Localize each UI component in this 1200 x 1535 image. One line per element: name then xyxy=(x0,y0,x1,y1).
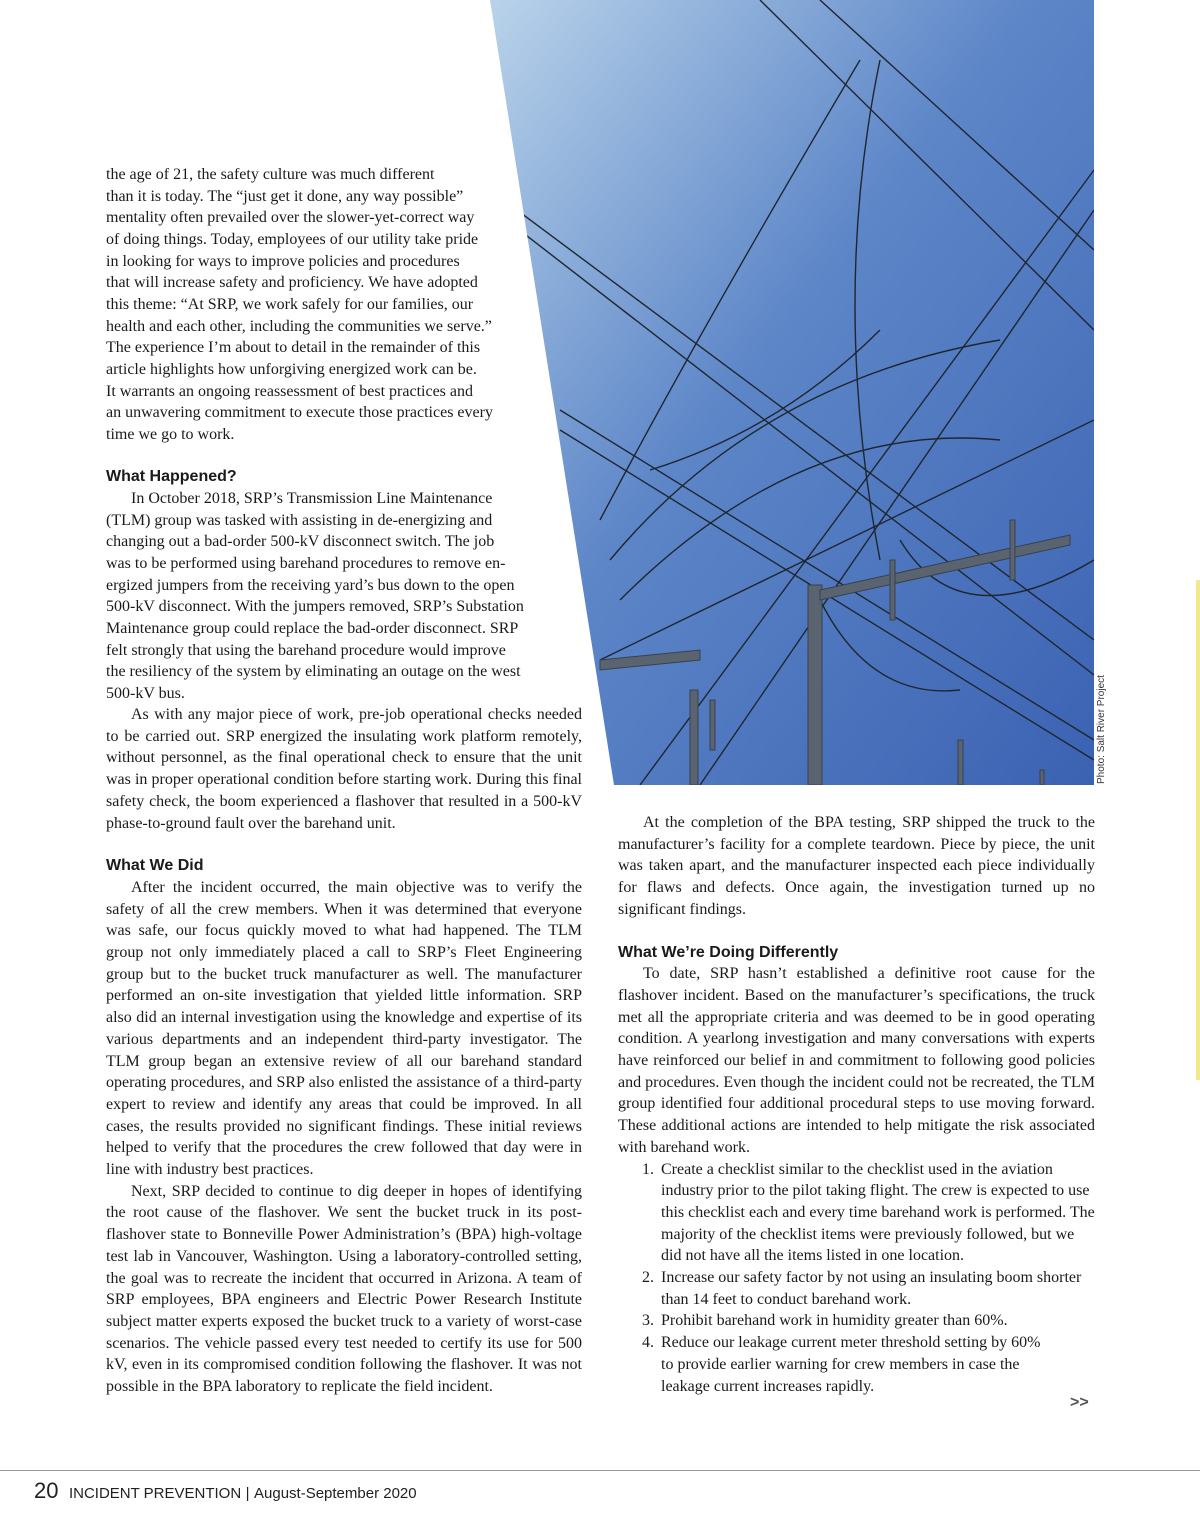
body-line: the resiliency of the system by eliminating an outage on the west xyxy=(106,663,521,680)
body-line: Maintenance group could replace the bad-order disconnect. SRP xyxy=(106,620,519,637)
list-text: Create a checklist similar to the checklist used in the aviation industry prior to the pilot taking flight. The crew is expected to use this checklist each and every time barehand work is performed. The majority of the checklist items were previously followed, but we did not have all the items listed in one location. xyxy=(661,1160,1095,1265)
page-edge-highlight xyxy=(1196,580,1200,1080)
procedure-list xyxy=(618,1159,1095,1398)
body-line: changing out a bad-order 500-kV disconnect switch. The job xyxy=(106,533,495,550)
list-item xyxy=(618,1159,1095,1268)
body-line: 500-kV bus. xyxy=(106,685,185,702)
intro-line: The experience I’m about to detail in the remainder of this xyxy=(106,339,481,356)
what-happened-paragraph-2: As with any major piece of work, pre-job operational checks needed to be carried out. SRP energized the insulating work platform remotely, without personnel, as the final operational check to ensure that the unit was in proper operational condition before starting work. During this final safety check, the boom experienced a flashover that resulted in a 500-kV phase-to-ground fault over the barehand unit. xyxy=(106,706,582,832)
continued-arrow-icon: >> xyxy=(1070,1394,1089,1411)
list-text: Increase our safety factor by not using an insulating boom shorter than 14 feet to conduct barehand work. xyxy=(661,1269,1082,1308)
intro-line: article highlights how unforgiving energized work can be. xyxy=(106,361,477,378)
list-item xyxy=(618,1267,1095,1310)
body-line: ergized jumpers from the receiving yard’s bus down to the open xyxy=(106,577,515,594)
body-line: In October 2018, SRP’s Transmission Line Maintenance xyxy=(131,490,493,507)
intro-line: time we go to work. xyxy=(106,426,235,443)
heading-doing-differently: What We’re Doing Differently xyxy=(618,943,839,961)
publication-name: INCIDENT PREVENTION xyxy=(68,1485,242,1502)
photo-credit: Photo: Salt River Project xyxy=(1096,675,1107,784)
intro-line: an unwavering commitment to execute those practices every xyxy=(106,404,493,421)
footer-divider xyxy=(0,1470,1200,1471)
body-line: (TLM) group was tasked with assisting in de-energizing and xyxy=(106,512,493,529)
what-we-did-paragraph-1: After the incident occurred, the main objective was to verify the safety of all the crew members. When it was determined that everyone was safe, our focus quickly moved to what had happened. The TLM group not only immediately placed a call to SRP’s Fleet Engineering group but to the bucket truck manufacturer as well. The manufacturer performed an on-site investigation that yielded little information. SRP also did an internal investigation using the knowledge and expertise of its various departments and an independent third-party investigator. The TLM group began an extensive review of all our barehand standard operating procedures, and SRP also enlisted the assistance of a third-party expert to review and identify any areas that could be improved. In all cases, the results provided no significant findings. These initial reviews helped to verify that the procedures the crew followed that day were in line with industry best practices. xyxy=(106,878,582,1179)
doing-differently-paragraph: To date, SRP hasn’t established a definitive root cause for the flashover incident. Based on the manufacturer’s specifications, the truck met all the appropriate criteria and was deemed to be in good operating condition. A yearlong investigation and many conversations with experts have reinforced our belief in and commitment to following good policies and procedures. Even though the incident could not be recreated, the TLM group identified four additional procedural steps to use moving forward. These additional actions are intended to help mitigate the risk associated with barehand work. xyxy=(618,965,1095,1156)
body-line: was to be performed using barehand procedures to remove en- xyxy=(106,555,506,572)
list-number: 3. xyxy=(642,1312,654,1330)
intro-line: It warrants an ongoing reassessment of best practices and xyxy=(106,383,473,400)
page-footer xyxy=(34,1478,417,1504)
intro-line: mentality often prevailed over the slower-yet-correct way xyxy=(106,209,475,226)
heading-what-happened: What Happened? xyxy=(106,468,237,485)
page-number: 20 xyxy=(34,1478,59,1503)
body-line: 500-kV disconnect. With the jumpers removed, SRP’s Substation xyxy=(106,598,524,615)
intro-line: health and each other, including the communities we serve.” xyxy=(106,318,492,335)
intro-line: this theme: “At SRP, we work safely for our families, our xyxy=(106,296,474,313)
issue-date: August-September 2020 xyxy=(254,1485,417,1502)
list-number: 1. xyxy=(642,1160,654,1178)
intro-line: in looking for ways to improve policies and procedures xyxy=(106,253,460,270)
sky xyxy=(490,0,1094,785)
list-text: Reduce our leakage current meter threshold setting by 60% to provide earlier warning for crew members in case the leakage current increases rapidly. xyxy=(661,1334,1041,1395)
list-number: 4. xyxy=(642,1334,654,1352)
body-line: felt strongly that using the barehand procedure would improve xyxy=(106,642,506,659)
list-text: Prohibit barehand work in humidity greater than 60%. xyxy=(661,1312,1008,1330)
what-we-did-paragraph-2: Next, SRP decided to continue to dig deeper in hopes of identifying the root cause of the flashover. We sent the bucket truck in its post-flashover state to Bonneville Power Administration’s (BPA) high-voltage test lab in Vancouver, Washington. Using a laboratory-controlled setting, the goal was to recreate the incident that occurred in Arizona. A team of SRP employees, BPA engineers and Electric Power Research Institute subject matter experts exposed the bucket truck to a variety of worst-case scenarios. The vehicle passed every test needed to certify its use for 500 kV, even in its compromised condition following the flashover. It was not possible in the BPA laboratory to replicate the field incident. xyxy=(106,1182,582,1396)
list-item xyxy=(618,1310,1095,1332)
heading-what-we-did: What We Did xyxy=(106,857,204,875)
list-item xyxy=(618,1332,1095,1397)
intro-line: of doing things. Today, employees of our utility take pride xyxy=(106,231,479,248)
intro-line: the age of 21, the safety culture was much different xyxy=(106,166,435,183)
footer-separator: | xyxy=(245,1485,250,1502)
teardown-paragraph: At the completion of the BPA testing, SRP shipped the truck to the manufacturer’s facility for a complete teardown. Piece by piece, the unit was taken apart, and the manufacturer inspected each piece individually for flaws and defects. Once again, the investigation turned up no significant findings. xyxy=(618,814,1095,918)
right-column xyxy=(618,812,1095,1397)
intro-line: than it is today. The “just get it done, any way possible” xyxy=(106,188,464,205)
intro-line: that will increase safety and proficiency. We have adopted xyxy=(106,274,478,291)
list-number: 2. xyxy=(642,1269,654,1287)
left-column-lower xyxy=(106,704,582,1398)
